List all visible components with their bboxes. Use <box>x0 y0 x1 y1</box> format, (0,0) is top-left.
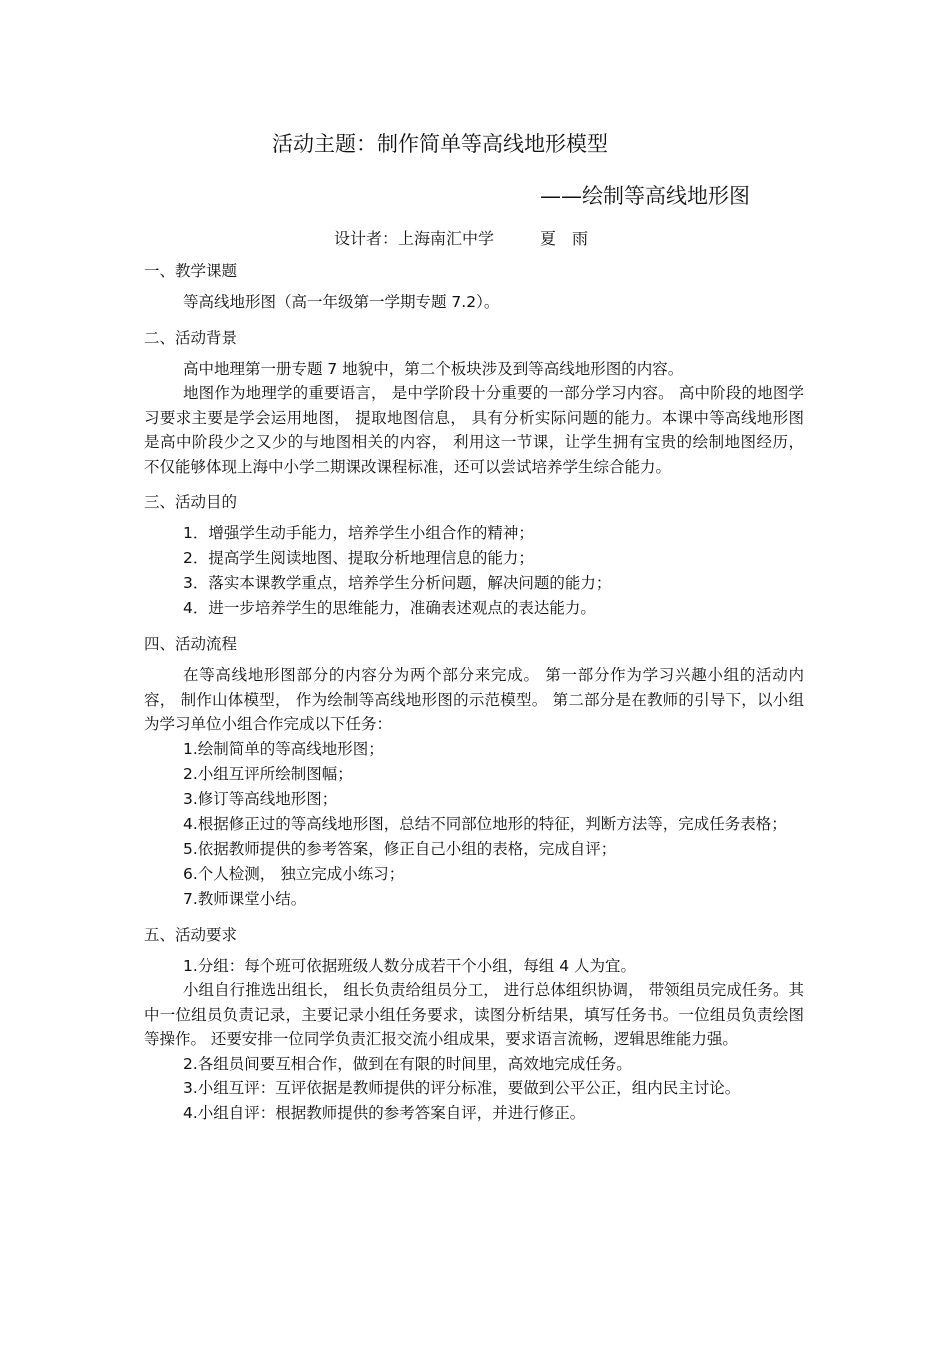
page-subtitle: ——绘制等高线地形图 <box>540 184 750 208</box>
page-title: 活动主题：制作简单等高线地形模型 <box>272 132 608 156</box>
section-4-paragraph: 在等高线地形图部分的内容分为两个部分来完成。 第一部分作为学习兴趣小组的活动内容， 制作山体模型， 作为绘制等高线地形图的示范模型。 第二部分是在教师的引导下，以小组为学习单位小组合作完成以下任务： <box>144 666 804 733</box>
section-heading-2: 二、活动背景 <box>144 328 238 347</box>
designer-line <box>334 226 588 249</box>
list-item: 1．增强学生动手能力，培养学生小组合作的精神； <box>183 524 534 542</box>
section-1-paragraph: 等高线地形图（高一年级第一学期专题 7.2）。 <box>183 293 500 311</box>
document-body <box>144 260 804 1125</box>
section-2-paragraph-2: 地图作为地理学的重要语言， 是中学阶段十分重要的一部分学习内容。 高中阶段的地图学习要求主要是学会运用地图， 提取地图信息， 具有分析实际问题的能力。本课中等高线地形图是高中阶段少之又少的与地图相关的内容， 利用这一节课，让学生拥有宝贵的绘制地图经历， 不仅能够体现上海中小学二期课改课程标准，还可以尝试培养学生综合能力。 <box>144 384 804 476</box>
list-item: 1.绘制简单的等高线地形图； <box>183 739 384 758</box>
designer-name-part1: 夏 <box>540 229 557 248</box>
section-5-paragraph-5: 4.小组自评：根据教师提供的参考答案自评，并进行修正。 <box>183 1103 586 1122</box>
section-heading-1: 一、教学课题 <box>144 262 238 280</box>
list-item: 2.小组互评所绘制图幅； <box>183 764 353 783</box>
list-item: 2．提高学生阅读地图、提取分析地理信息的能力； <box>183 549 534 567</box>
list-item: 3.修订等高线地形图； <box>183 789 338 808</box>
section-5-paragraph-1: 1.分组：每个班可依据班级人数分成若干个小组，每组 4 人为宜。 <box>183 956 637 975</box>
list-item: 6.个人检测， 独立完成小练习； <box>183 864 405 883</box>
designer-name-part2: 雨 <box>572 229 589 248</box>
section-5-paragraph-3: 2.各组员间要互相合作，做到在有限的时间里，高效地完成任务。 <box>183 1054 632 1073</box>
section-3-list <box>144 521 804 621</box>
section-5-paragraph-4: 3.小组互评：互评依据是教师提供的评分标准，要做到公平公正，组内民主讨论。 <box>183 1079 741 1097</box>
list-item: 3．落实本课教学重点，培养学生分析问题，解决问题的能力； <box>183 574 612 592</box>
section-heading-4: 四、活动流程 <box>144 635 238 653</box>
list-item: 4.根据修正过的等高线地形图，总结不同部位地形的特征，判断方法等，完成任务表格； <box>183 814 787 833</box>
section-heading-3: 三、活动目的 <box>144 493 238 511</box>
list-item: 4．进一步培养学生的思维能力，准确表述观点的表达能力。 <box>183 599 596 617</box>
section-heading-5: 五、活动要求 <box>144 925 238 944</box>
list-item: 7.教师课堂小结。 <box>183 889 307 908</box>
section-4-list <box>144 737 804 912</box>
section-2-paragraph-1: 高中地理第一册专题 7 地貌中，第二个板块涉及到等高线地形图的内容。 <box>183 359 684 378</box>
designer-label: 设计者：上海南汇中学 <box>334 229 495 248</box>
section-5-paragraph-2: 小组自行推选出组长， 组长负责给组员分工， 进行总体组织协调， 带领组员完成任务。其中一位组员负责记录，主要记录小组任务要求，读图分析结果，填写任务书。一位组员负责绘图等操作。 还要安排一位同学负责汇报交流小组成果，要求语言流畅，逻辑思维能力强。 <box>144 981 804 1048</box>
list-item: 5.依据教师提供的参考答案，修正自己小组的表格，完成自评； <box>183 839 617 858</box>
